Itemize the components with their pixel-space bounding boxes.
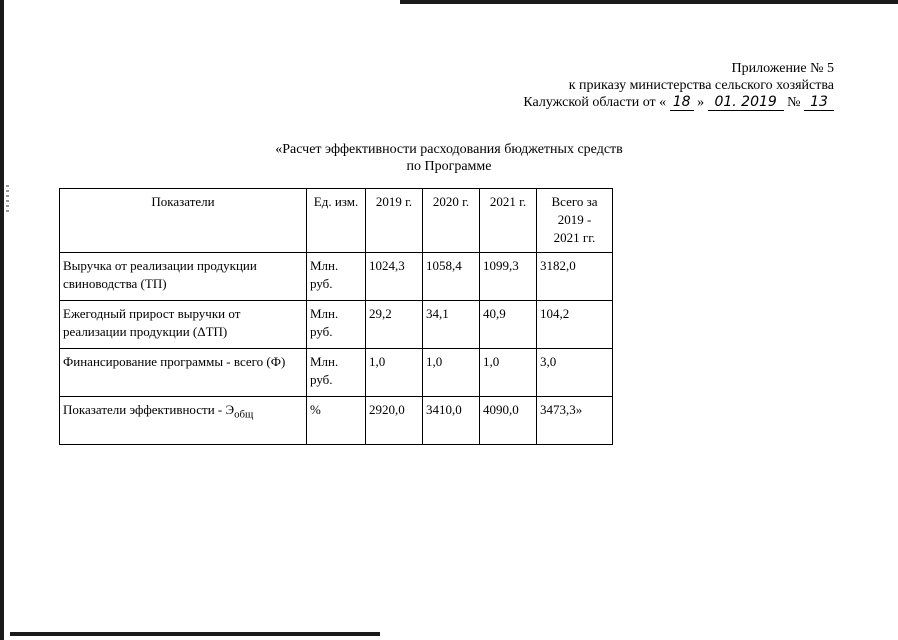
- row-indicator: Выручка от реализации продукции свиноводства (ТП): [60, 253, 307, 301]
- header-indicator: Показатели: [60, 189, 307, 253]
- scan-edge-top: [400, 0, 898, 4]
- order-reference: к приказу министерства сельского хозяйства: [568, 78, 834, 93]
- row-value-2021: 1,0: [480, 349, 537, 397]
- order-date-quote: »: [697, 95, 705, 110]
- row-indicator: Финансирование программы - всего (Ф): [60, 349, 307, 397]
- row-value-2020: 3410,0: [423, 397, 480, 445]
- row-value-2020: 34,1: [423, 301, 480, 349]
- order-date-line: [523, 94, 834, 111]
- header-total: [537, 189, 613, 253]
- scan-edge-left: [0, 0, 4, 640]
- row-unit: Млн. руб.: [307, 301, 366, 349]
- table-header-row: [60, 189, 613, 253]
- title-line-2: по Программе: [406, 159, 492, 174]
- appendix-header: [523, 60, 834, 111]
- row-indicator-subscript: общ: [234, 408, 254, 421]
- appendix-number: Приложение № 5: [731, 61, 834, 76]
- table-row: [60, 349, 613, 397]
- row-total: 3,0: [537, 349, 613, 397]
- row-value-2020: 1,0: [423, 349, 480, 397]
- handwritten-date: 01. 2019: [708, 95, 784, 111]
- header-unit: Ед. изм.: [307, 189, 366, 253]
- row-value-2019: 29,2: [366, 301, 423, 349]
- row-value-2021: 1099,3: [480, 253, 537, 301]
- header-total-line-3: 2021 гг.: [553, 230, 596, 245]
- row-indicator-text: Показатели эффективности - Э: [63, 402, 235, 417]
- document-title: [0, 141, 898, 175]
- header-2021: 2021 г.: [480, 189, 537, 253]
- row-value-2019: 1,0: [366, 349, 423, 397]
- handwritten-number: 13: [804, 95, 834, 111]
- header-total-line-1: Всего за: [551, 194, 598, 209]
- efficiency-table: [59, 188, 613, 445]
- header-2020: 2020 г.: [423, 189, 480, 253]
- row-indicator: Ежегодный прирост выручки от реализации продукции (ΔТП): [60, 301, 307, 349]
- row-unit: Млн. руб.: [307, 349, 366, 397]
- row-value-2021: 4090,0: [480, 397, 537, 445]
- order-date-prefix: Калужской области от «: [523, 95, 667, 110]
- header-2019: 2019 г.: [366, 189, 423, 253]
- scan-artifact: [6, 185, 9, 213]
- scan-edge-bottom: [10, 632, 380, 636]
- row-value-2021: 40,9: [480, 301, 537, 349]
- row-unit: Млн. руб.: [307, 253, 366, 301]
- row-total: 3473,3»: [537, 397, 613, 445]
- table-row: [60, 397, 613, 445]
- row-total: 104,2: [537, 301, 613, 349]
- row-unit: %: [307, 397, 366, 445]
- row-indicator: [60, 397, 307, 445]
- title-line-1: «Расчет эффективности расходования бюджетных средств: [275, 142, 623, 157]
- table-row: [60, 253, 613, 301]
- table-row: [60, 301, 613, 349]
- order-number-label: №: [787, 95, 801, 110]
- row-total: 3182,0: [537, 253, 613, 301]
- handwritten-day: 18: [670, 95, 694, 111]
- row-value-2020: 1058,4: [423, 253, 480, 301]
- header-total-line-2: 2019 -: [557, 212, 592, 227]
- row-value-2019: 1024,3: [366, 253, 423, 301]
- row-value-2019: 2920,0: [366, 397, 423, 445]
